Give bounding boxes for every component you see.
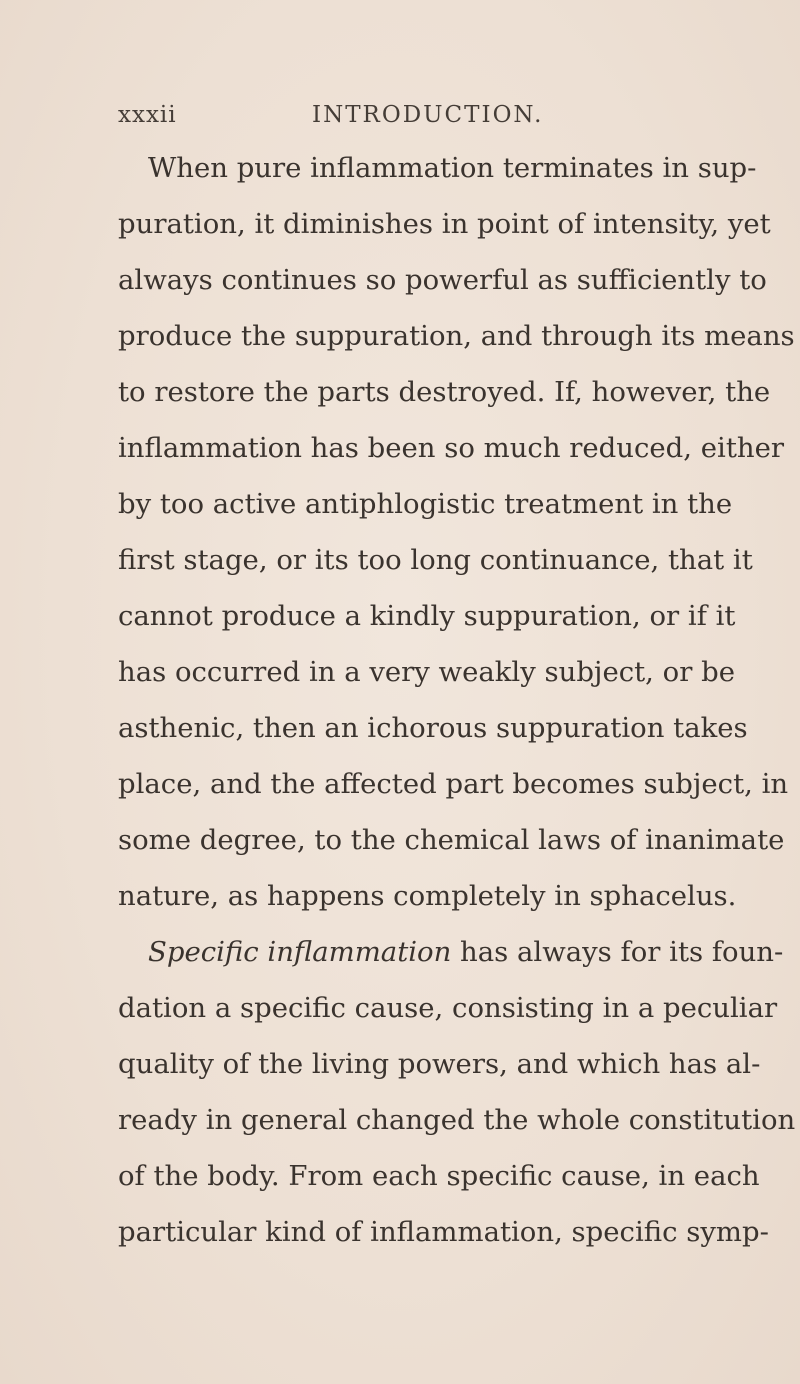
page-number: xxxii (118, 102, 177, 128)
text-line: place, and the affected part becomes subject, in (118, 768, 789, 800)
text-line (118, 924, 784, 980)
body-text (118, 140, 796, 1260)
text-line: particular kind of inflammation, specific symp- (118, 1216, 769, 1248)
text-line: nature, as happens completely in sphacelus. (118, 880, 737, 912)
text-line: dation a specific cause, consisting in a peculiar (118, 992, 778, 1024)
text-line: has occurred in a very weakly subject, or be (118, 656, 735, 688)
text-line: first stage, or its too long continuance, that it (118, 544, 753, 576)
text-line: ready in general changed the whole constitution (118, 1104, 796, 1136)
text-line: always continues so powerful as sufficiently to (118, 264, 767, 296)
running-head: INTRODUCTION. (312, 102, 544, 128)
text-line: quality of the living powers, and which has al- (118, 1048, 761, 1080)
text-line: inflammation has been so much reduced, either (118, 432, 785, 464)
text-line: cannot produce a kindly suppuration, or if it (118, 600, 736, 632)
text-line: of the body. From each specific cause, in each (118, 1160, 760, 1192)
text-line: to restore the parts destroyed. If, however, the (118, 376, 771, 408)
text-line: produce the suppuration, and through its means (118, 320, 795, 352)
text-line: by too active antiphlogistic treatment in the (118, 488, 733, 520)
text-line: puration, it diminishes in point of intensity, yet (118, 208, 771, 240)
italic-term: Specific inflammation (148, 936, 452, 968)
text-line: asthenic, then an ichorous suppuration takes (118, 712, 748, 744)
text-run: has always for its foun- (451, 936, 784, 968)
page-header (118, 102, 718, 138)
text-line: When pure inflammation terminates in sup- (148, 152, 757, 184)
text-line: some degree, to the chemical laws of inanimate (118, 824, 785, 856)
